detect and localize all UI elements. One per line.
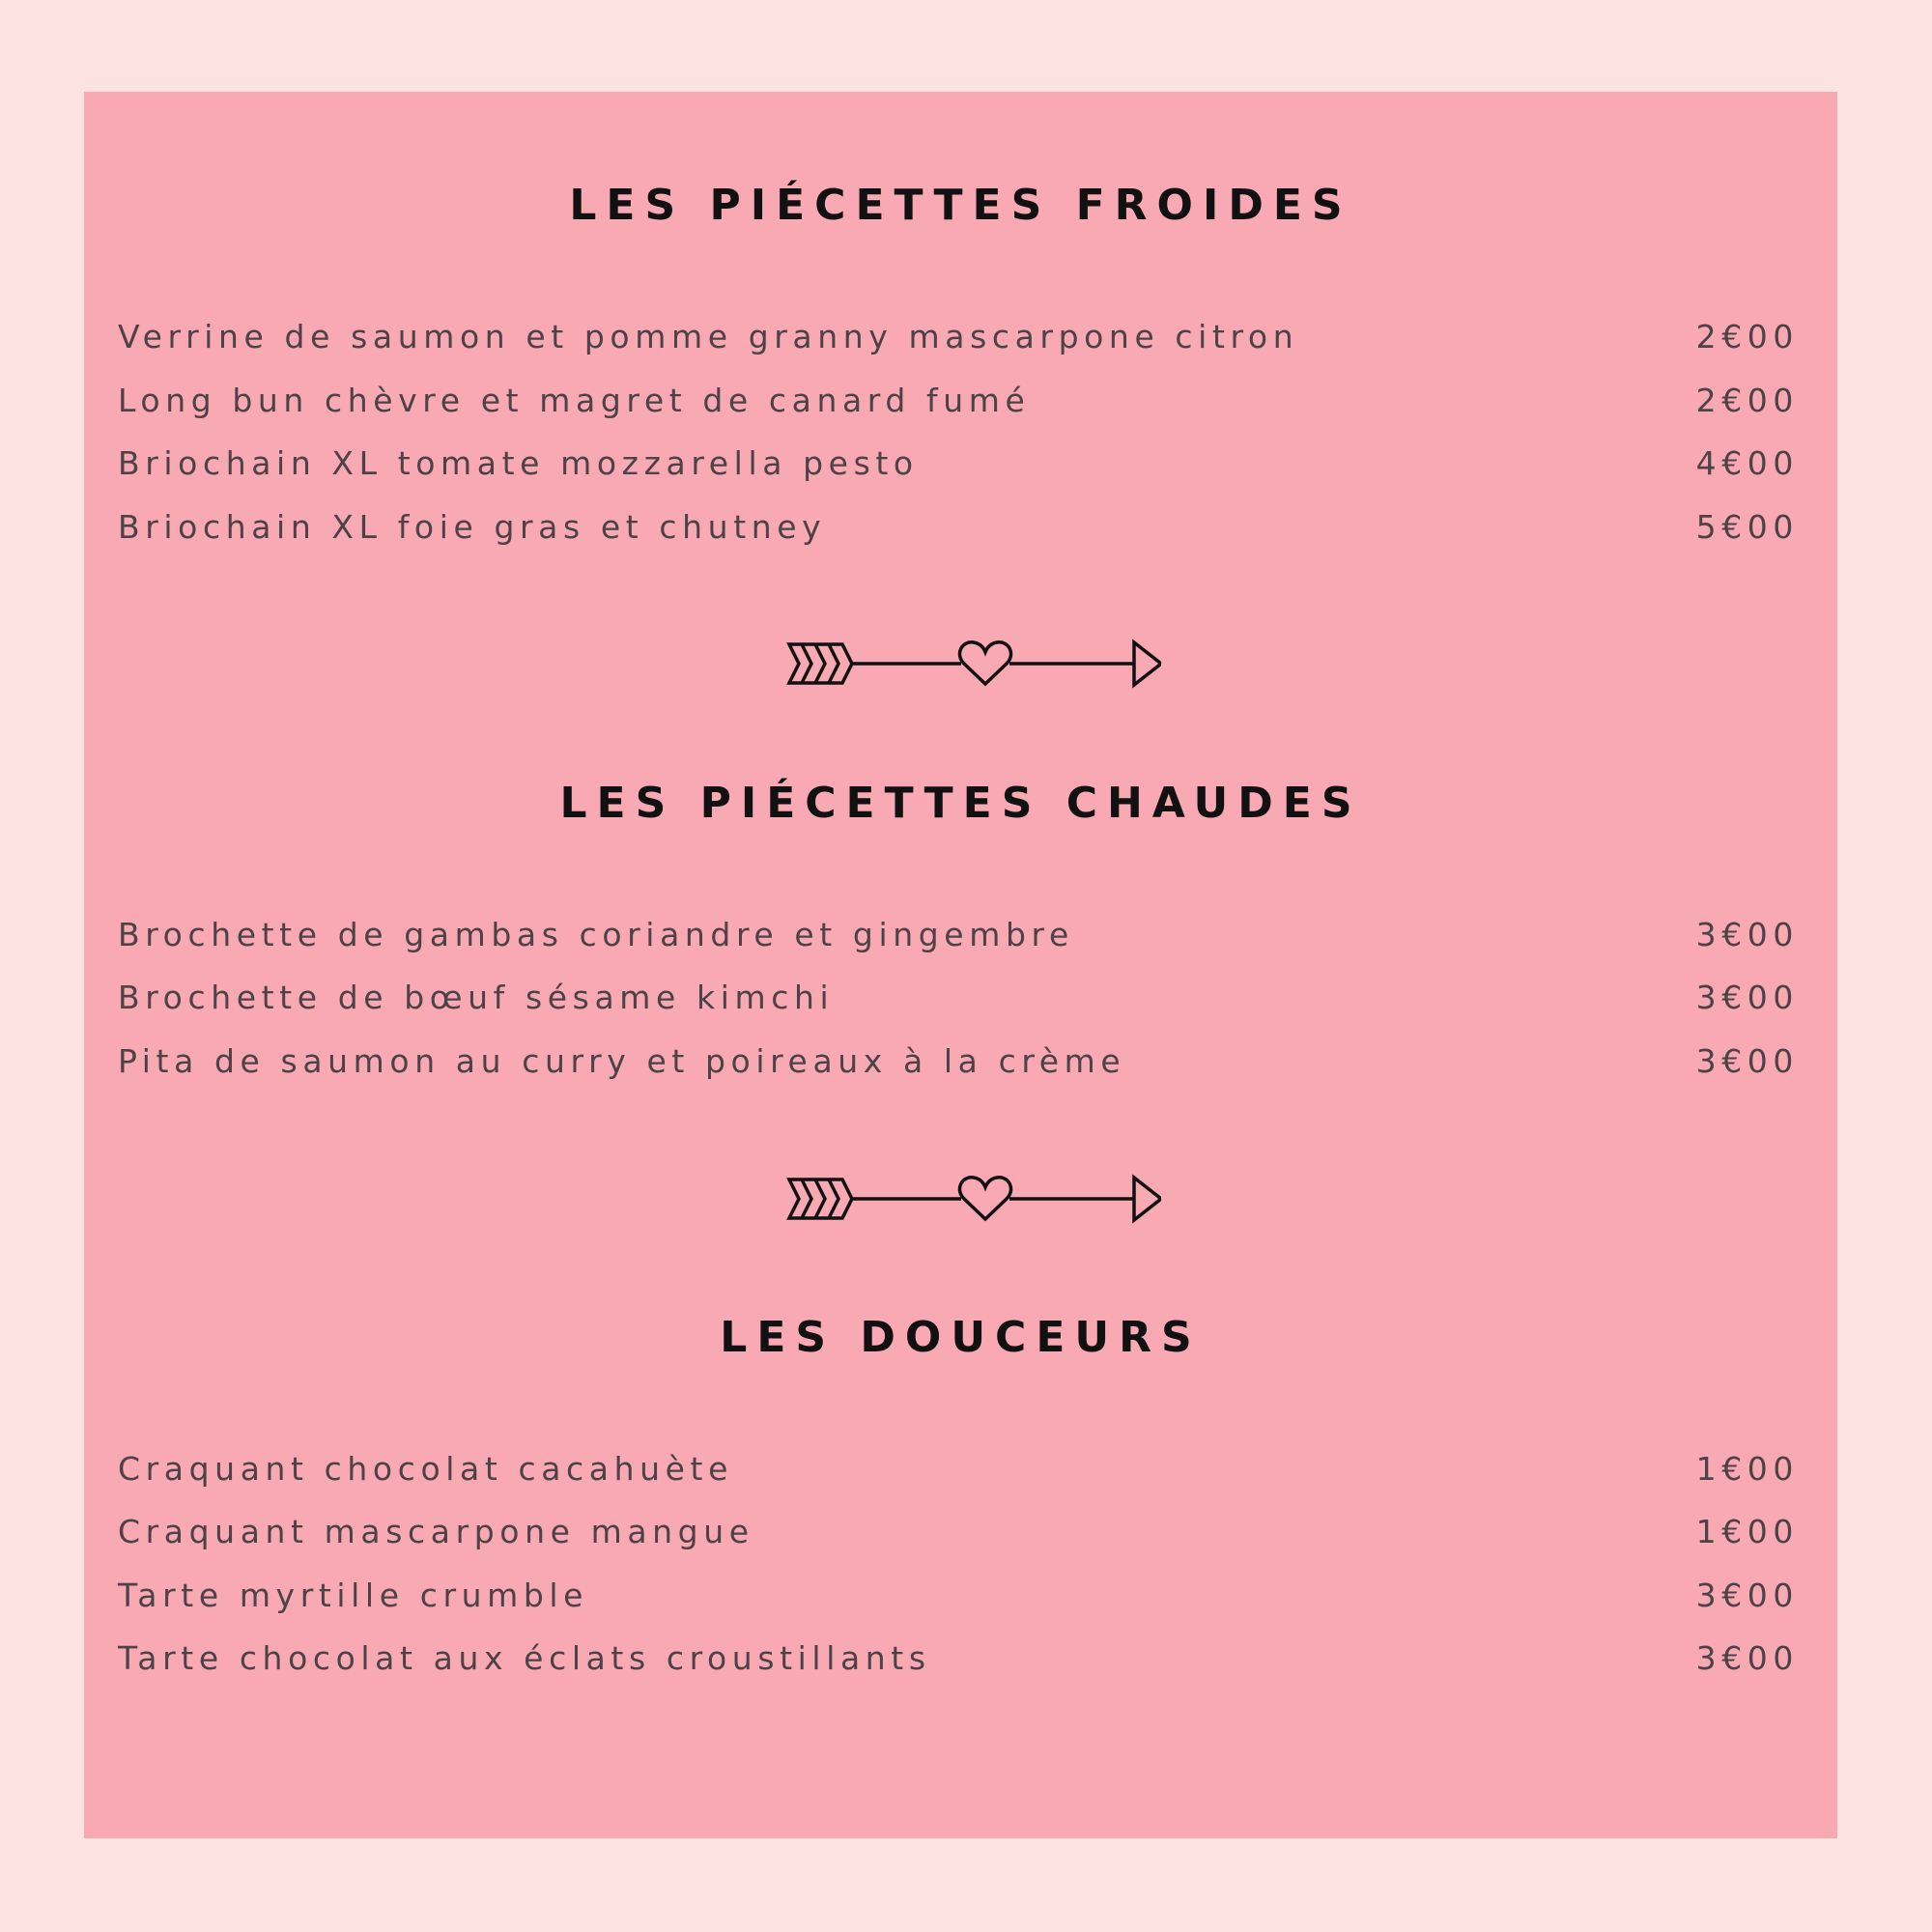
menu-item-name: Briochain XL foie gras et chutney: [118, 508, 827, 546]
arrow-heart-icon: [784, 1170, 1161, 1228]
menu-item-price: 5€00: [1695, 508, 1799, 546]
menu-item-price: 2€00: [1695, 318, 1799, 355]
menu-item: [118, 313, 1799, 361]
menu-item-name: Tarte chocolat aux éclats croustillants: [118, 1639, 931, 1677]
menu-item-price: 1€00: [1695, 1450, 1799, 1488]
menu-item: [118, 911, 1799, 959]
menu-item-name: Long bun chèvre et magret de canard fumé: [118, 382, 1031, 419]
menu-item: [118, 1037, 1799, 1086]
menu-item: [118, 440, 1799, 488]
menu-item-price: 3€00: [1695, 1577, 1799, 1614]
menu-item: [118, 503, 1799, 552]
menu-item-name: Craquant mascarpone mangue: [118, 1513, 754, 1550]
menu-item: [118, 1572, 1799, 1620]
menu-item-price: 1€00: [1695, 1513, 1799, 1550]
menu-item: [118, 974, 1799, 1022]
menu-item-price: 4€00: [1695, 444, 1799, 482]
menu-item-name: Pita de saumon au curry et poireaux à la crème: [118, 1042, 1126, 1080]
menu-item-name: Briochain XL tomate mozzarella pesto: [118, 444, 919, 482]
menu-item-name: Verrine de saumon et pomme granny mascarpone citron: [118, 318, 1299, 355]
menu-item-name: Brochette de bœuf sésame kimchi: [118, 979, 835, 1016]
menu-item-name: Brochette de gambas coriandre et gingembre: [118, 916, 1074, 953]
menu-card: [84, 92, 1837, 1838]
menu-item-price: 3€00: [1695, 1042, 1799, 1080]
menu-item-price: 3€00: [1695, 1639, 1799, 1677]
section-title-chaudes: LES PIÉCETTES CHAUDES: [559, 779, 1362, 828]
section-title-froides: LES PIÉCETTES FROIDES: [569, 181, 1352, 230]
menu-item-price: 3€00: [1695, 979, 1799, 1016]
menu-item: [118, 377, 1799, 425]
arrow-heart-icon: [784, 635, 1161, 693]
menu-item-name: Craquant chocolat cacahuète: [118, 1450, 733, 1488]
menu-item: [118, 1634, 1799, 1683]
section-title-douceurs: LES DOUCEURS: [720, 1313, 1202, 1362]
menu-item-price: 2€00: [1695, 382, 1799, 419]
menu-item-name: Tarte myrtille crumble: [118, 1577, 589, 1614]
menu-item: [118, 1445, 1799, 1493]
menu-item: [118, 1508, 1799, 1556]
menu-item-price: 3€00: [1695, 916, 1799, 953]
